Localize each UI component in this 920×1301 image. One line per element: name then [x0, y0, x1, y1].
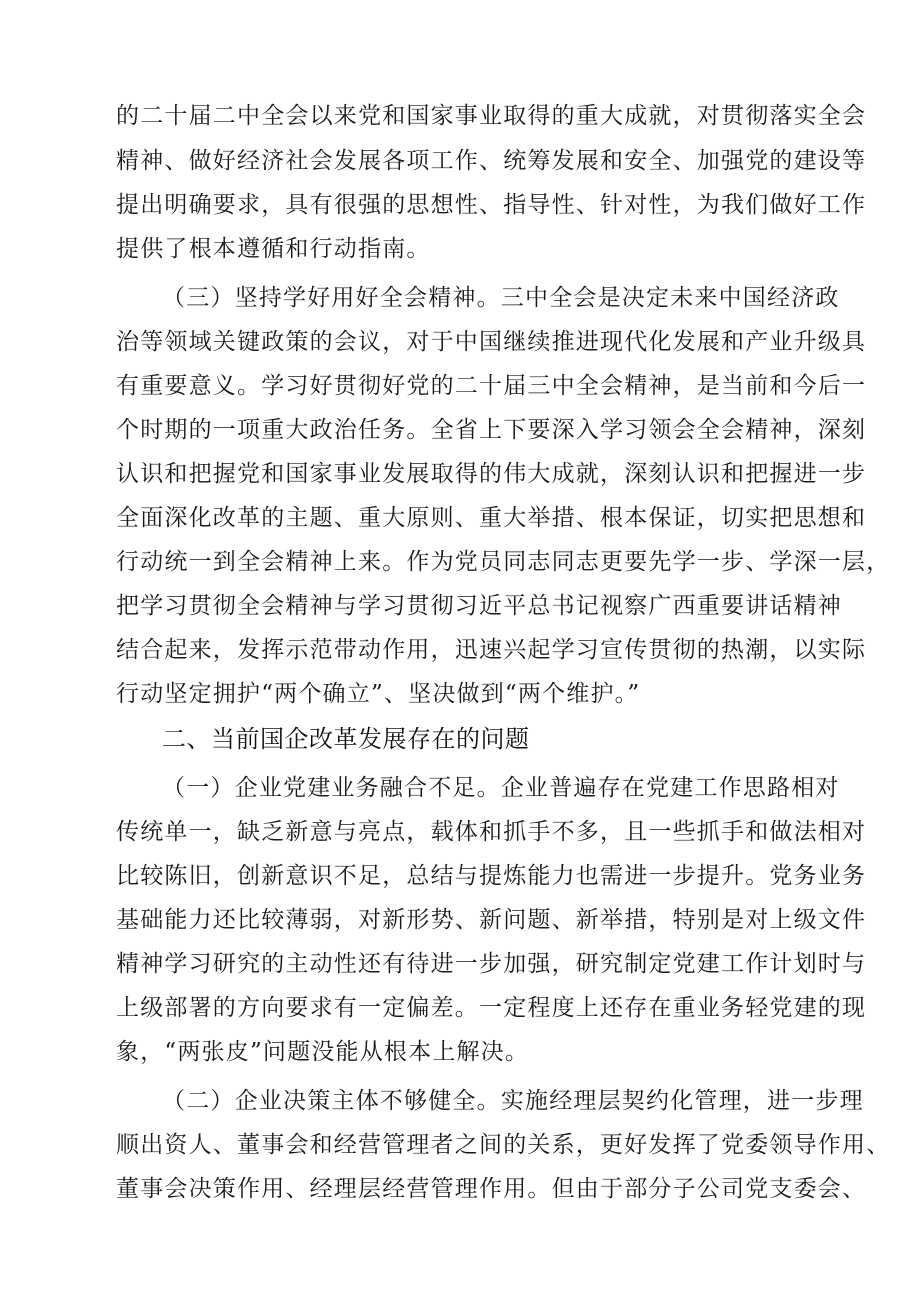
text-line: 行动坚定拥护“两个确立”、坚决做到“两个维护。” [116, 681, 641, 707]
paragraph-one-first-line: （一）企业党建业务融合不足。企业普遍存在党建工作思路相对 [162, 775, 840, 801]
paragraph-three-first-line: （三）坚持学好用好全会精神。三中全会是决定未来中国经济政 [162, 285, 840, 311]
text-line: 认识和把握党和国家事业发展取得的伟大成就，深刻认识和把握进一步 [116, 461, 867, 487]
text-line: 治等领域关键政策的会议，对于中国继续推进现代化发展和产业升级具 [116, 329, 867, 355]
text-line: 把学习贯彻全会精神与学习贯彻习近平总书记视察广西重要讲话精神 [116, 593, 842, 619]
text-line: 基础能力还比较薄弱，对新形势、新问题、新举措，特别是对上级文件 [116, 907, 867, 933]
text-line: 传统单一，缺乏新意与亮点，载体和抓手不多，且一些抓手和做法相对 [116, 819, 867, 845]
text-line: 全面深化改革的主题、重大原则、重大举措、根本保证，切实把思想和 [116, 505, 867, 531]
text-line: 比较陈旧，创新意识不足，总结与提炼能力也需进一步提升。党务业务 [116, 863, 867, 889]
text-line: 精神、做好经济社会发展各项工作、统筹发展和安全、加强党的建设等 [116, 148, 867, 174]
text-line: 提供了根本遵循和行动指南。 [116, 236, 431, 262]
text-line: 结合起来，发挥示范带动作用，迅速兴起学习宣传贯彻的热潮，以实际 [116, 637, 867, 663]
text-line: 上级部署的方向要求有一定偏差。一定程度上还存在重业务轻党建的现 [116, 995, 867, 1021]
text-line: 精神学习研究的主动性还有待进一步加强，研究制定党建工作计划时与 [116, 951, 867, 977]
paragraph-two-first-line: （二）企业决策主体不够健全。实施经理层契约化管理，进一步理 [162, 1088, 864, 1114]
text-line: 有重要意义。学习好贯彻好党的二十届三中全会精神，是当前和今后一 [116, 373, 867, 399]
text-line: 的二十届二中全会以来党和国家事业取得的重大成就，对贯彻落实全会 [116, 103, 867, 129]
text-line: 个时期的一项重大政治任务。全省上下要深入学习领会全会精神，深刻 [116, 417, 867, 443]
text-line: 提出明确要求，具有很强的思想性、指导性、针对性，为我们做好工作 [116, 192, 867, 218]
text-line: 顺出资人、董事会和经营管理者之间的关系，更好发挥了党委领导作用、 [116, 1132, 891, 1158]
text-line: 行动统一到全会精神上来。作为党员同志同志更要先学一步、学深一层， [116, 549, 891, 575]
section-heading: 二、当前国企改革发展存在的问题 [162, 725, 530, 753]
text-line: 董事会决策作用、经理层经营管理作用。但由于部分子公司党支委会、 [116, 1176, 867, 1202]
text-line: 象，“两张皮”问题没能从根本上解决。 [116, 1039, 530, 1065]
